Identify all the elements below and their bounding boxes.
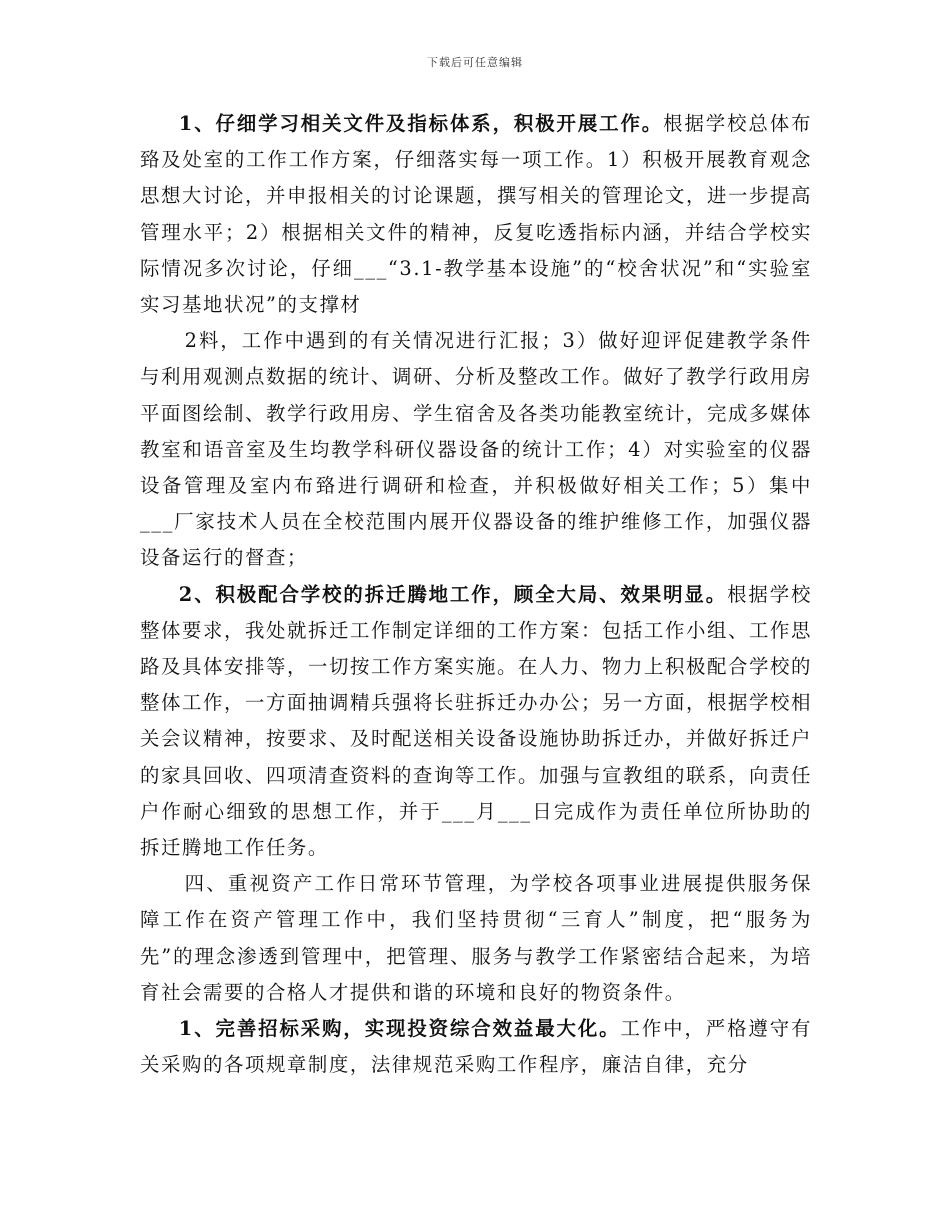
paragraph-text: 工作中，严格遵守有关采购的各项规章制度，法律规范采购工作程序，廉洁自律，充分	[140, 1017, 813, 1077]
paragraph-2	[140, 323, 812, 576]
paragraph-heading: 1、仔细学习相关文件及指标体系，积极开展工作。	[178, 112, 664, 135]
page-header: 下载后可任意编辑	[427, 56, 523, 69]
paragraph-1	[140, 106, 812, 323]
document-body	[140, 106, 812, 1083]
paragraph-text: 2料，工作中遇到的有关情况进行汇报；3）做好迎评促建教学条件与利用观测点数据的统计、调研、分析及整改工作。做好了教学行政用房平面图绘制、教学行政用房、学生宿舍及各类功能教室统计，完成多媒体教室和语音室及生均教学科研仪器设备的统计工作；4）对实验室的仪器设备管理及室内布臵进行调研和检查，并积极做好相关工作；5）集中___厂家技术人员在全校范围内展开仪器设备的维护维修工作，加强仪器设备运行的督查；	[140, 329, 812, 570]
paragraph-4	[140, 866, 812, 1011]
paragraph-heading: 1、完善招标采购，实现投资综合效益最大化。	[178, 1017, 621, 1041]
paragraph-3	[140, 577, 812, 867]
paragraph-5	[140, 1011, 812, 1083]
paragraph-text: 根据学校整体要求，我处就拆迁工作制定详细的工作方案：包括工作小组、工作思路及具体安排等，一切按工作方案实施。在人力、物力上积极配合学校的整体工作，一方面抽调精兵强将长驻拆迁办办公；另一方面，根据学校相关会议精神，按要求、及时配送相关设备设施协助拆迁办，并做好拆迁户的家具回收、四项清查资料的查询等工作。加强与宣教组的联系，向责任户作耐心细致的思想工作，并于___月___日完成作为责任单位所协助的拆迁腾地工作任务。	[140, 582, 812, 860]
paragraph-text: 四、重视资产工作日常环节管理，为学校各项事业进展提供服务保障工作在资产管理工作中，我们坚持贯彻“三育人”制度，把“服务为先”的理念渗透到管理中，把管理、服务与教学工作紧密结合起来，为培育社会需要的合格人才提供和谐的环境和良好的物资条件。	[140, 872, 812, 1004]
paragraph-heading: 2、积极配合学校的拆迁腾地工作，顾全大局、效果明显。	[178, 582, 728, 606]
paragraph-text: 根据学校总体布臵及处室的工作工作方案，仔细落实每一项工作。1）积极开展教育观念思想大讨论，并申报相关的讨论课题，撰写相关的管理论文，进一步提高管理水平；2）根据相关文件的精神，反复吃透指标内涵，并结合学校实际情况多次讨论，仔细___“3.1-教学基本设施”的“校舍状况”和“实验室实习基地状况”的支撑材	[140, 112, 812, 317]
